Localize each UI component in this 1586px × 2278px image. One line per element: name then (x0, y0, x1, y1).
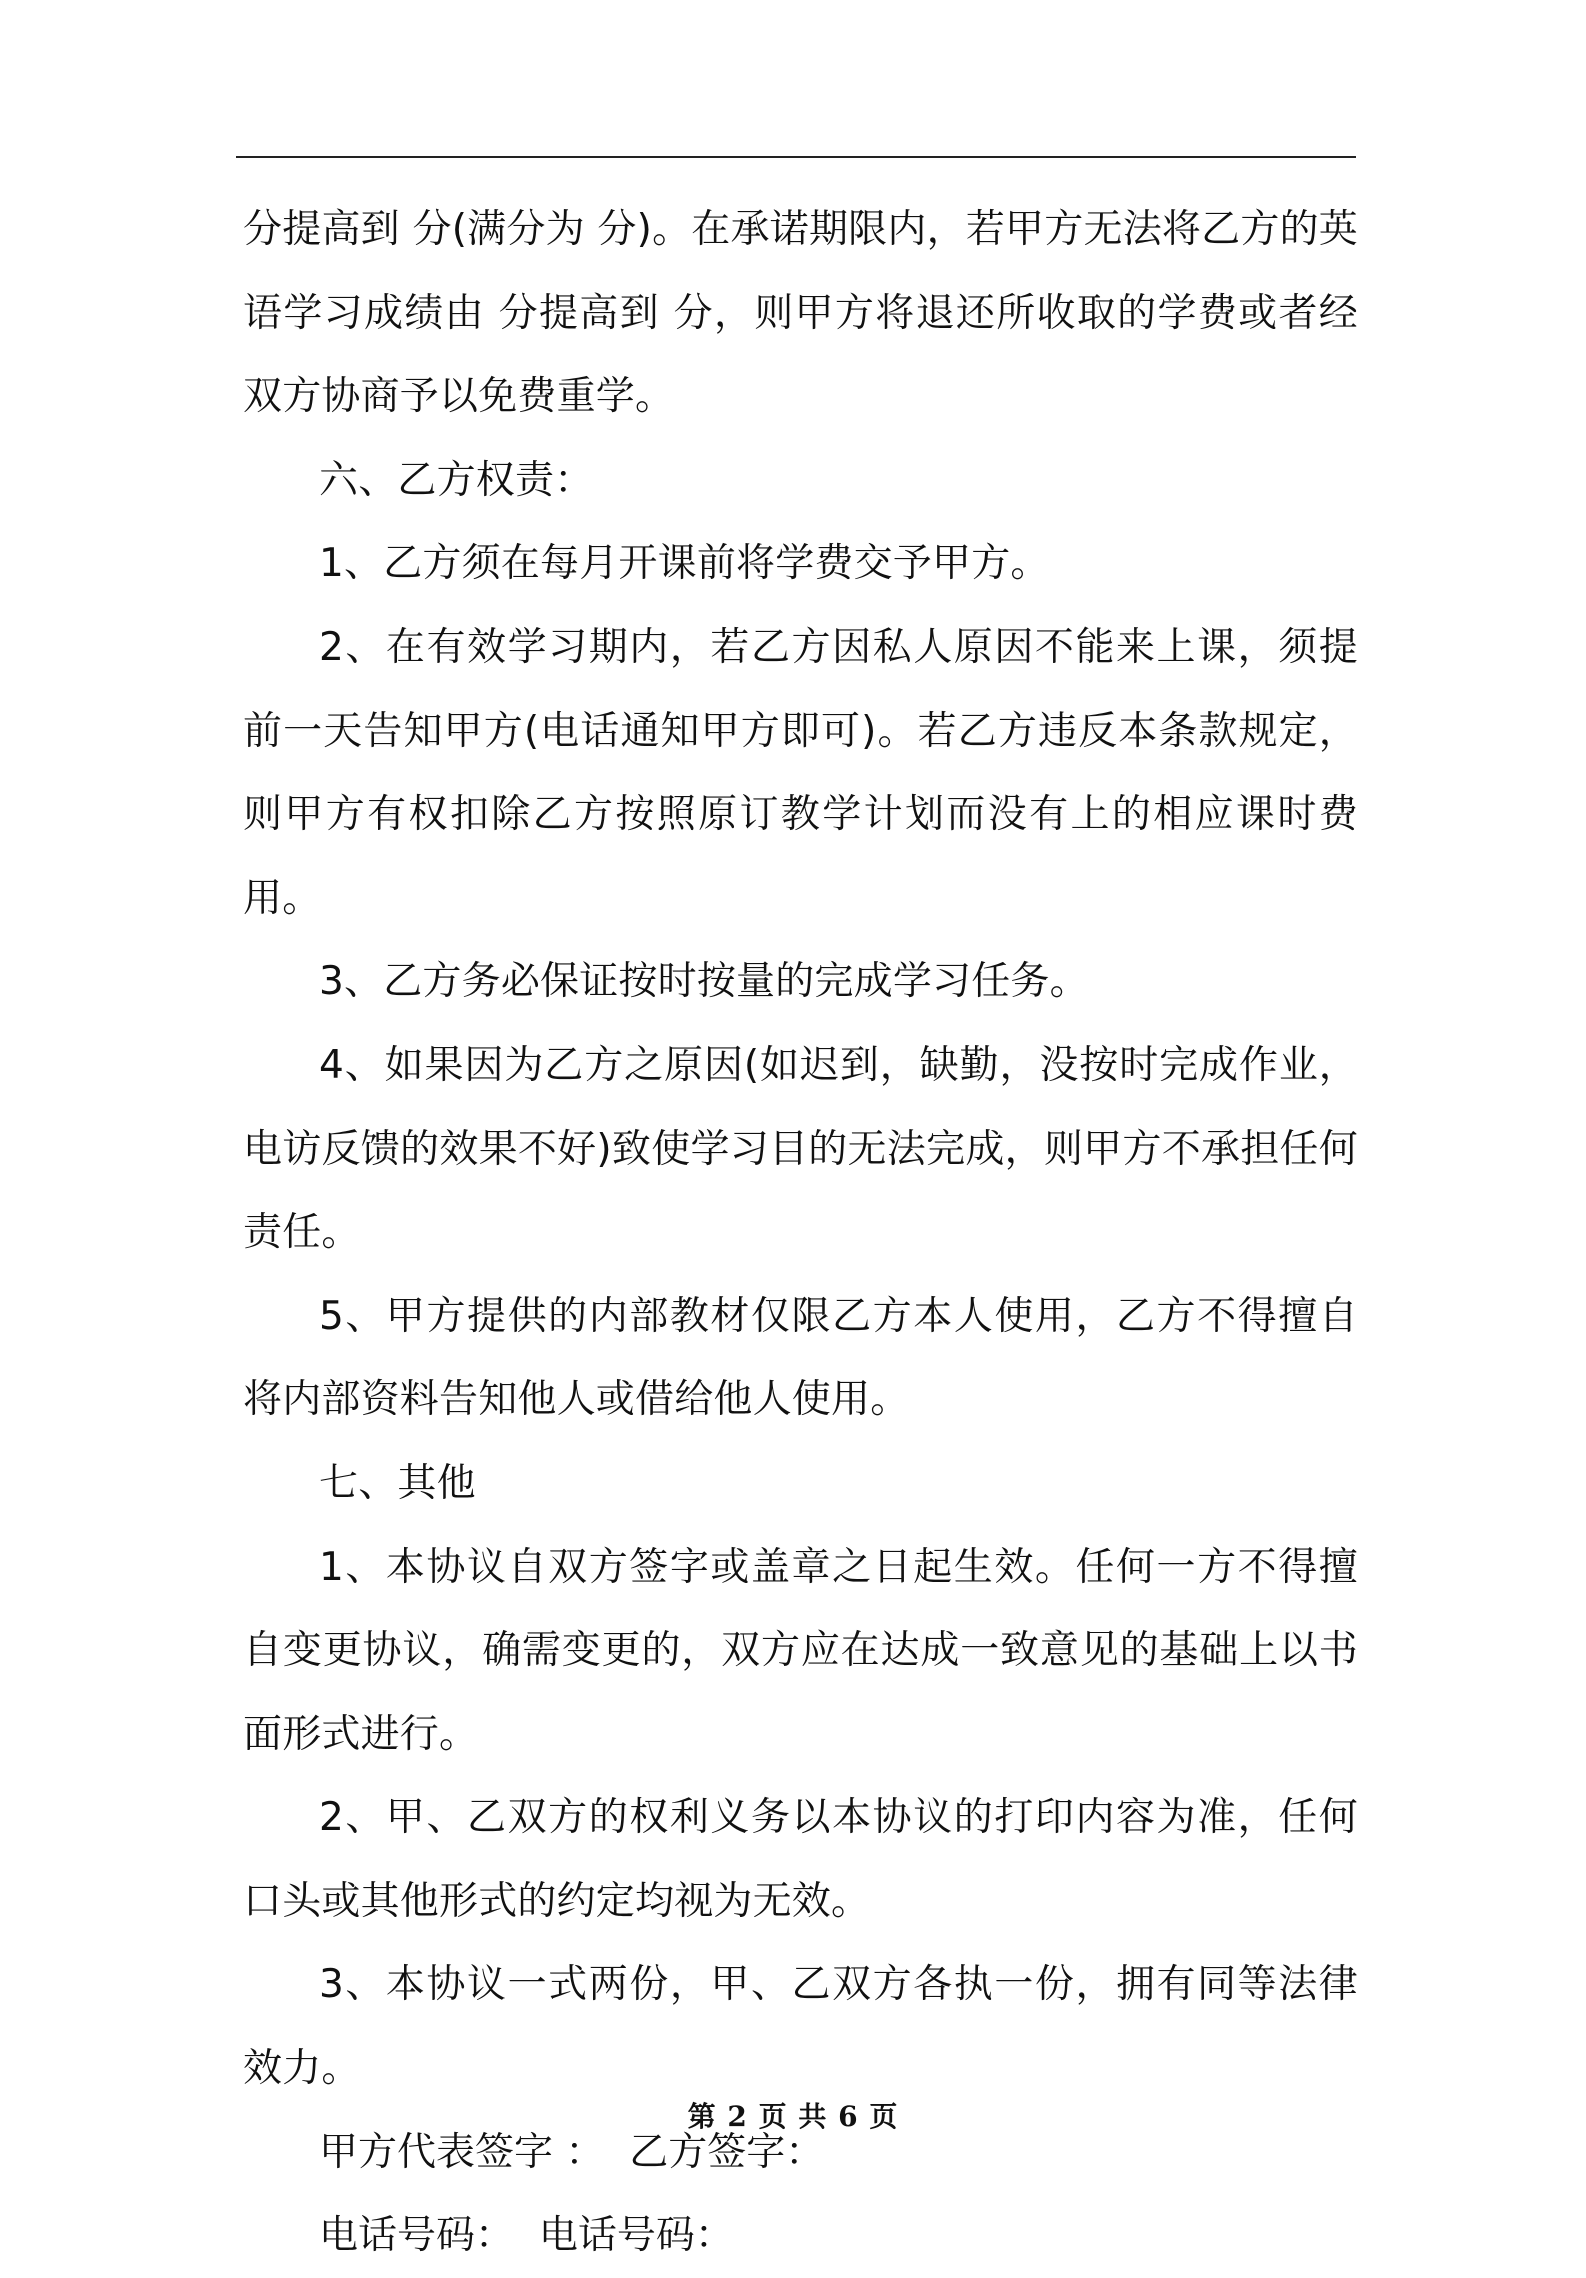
phone-line (243, 2194, 1358, 2278)
clause-7-3: 3、本协议一式两份，甲、乙双方各执一份，拥有同等法律效力。 (243, 1962, 1358, 2092)
paragraph-continuation: 分提高到 分(满分为 分)。在承诺期限内，若甲方无法将乙方的英语学习成绩由 分提高到 分，则甲方将退还所收取的学费或者经双方协商予以免费重学。 (243, 207, 1358, 420)
party-a-signature-label: 甲方代表签字 ： (319, 2129, 605, 2175)
clause-7-2: 2、甲、乙双方的权利义务以本协议的打印内容为准，任何口头或其他形式的约定均视为无效。 (243, 1795, 1358, 1924)
clause-6-4: 4、如果因为乙方之原因(如迟到，缺勤，没按时完成作业，电访反馈的效果不好)致使学习目的无法完成，则甲方不承担任何责任。 (243, 1042, 1358, 1256)
clause-6-2: 2、在有效学习期内，若乙方因私人原因不能来上课，须提前一天告知甲方(电话通知甲方即可)。若乙方违反本条款规定，则甲方有权扣除乙方按照原订教学计划而没有上的相应课时费用。 (243, 624, 1358, 921)
section-heading-other: 七、其他 (319, 1460, 476, 1506)
party-a-phone-label: 电话号码： (319, 2213, 515, 2259)
page-number-footer: 第 2 页 共 6 页 (687, 2100, 899, 2133)
section-heading-party-b-rights: 六、乙方权责： (319, 457, 594, 503)
clause-6-3: 3、乙方务必保证按时按量的完成学习任务。 (319, 959, 1089, 1005)
clause-7-1: 1、本协议自双方签字或盖章之日起生效。任何一方不得擅自变更协议，确需变更的，双方应在达成一致意见的基础上以书面形式进行。 (243, 1544, 1358, 1757)
document-body (243, 188, 1358, 2278)
clause-6-5: 5、甲方提供的内部教材仅限乙方本人使用，乙方不得擅自将内部资料告知他人或借给他人使用。 (243, 1293, 1358, 1423)
header-rule (236, 156, 1356, 158)
clause-6-1: 1、乙方须在每月开课前将学费交予甲方。 (319, 541, 1050, 587)
party-b-phone-label: 电话号码： (538, 2213, 734, 2259)
party-b-signature-label: 乙方签字： (629, 2129, 825, 2175)
